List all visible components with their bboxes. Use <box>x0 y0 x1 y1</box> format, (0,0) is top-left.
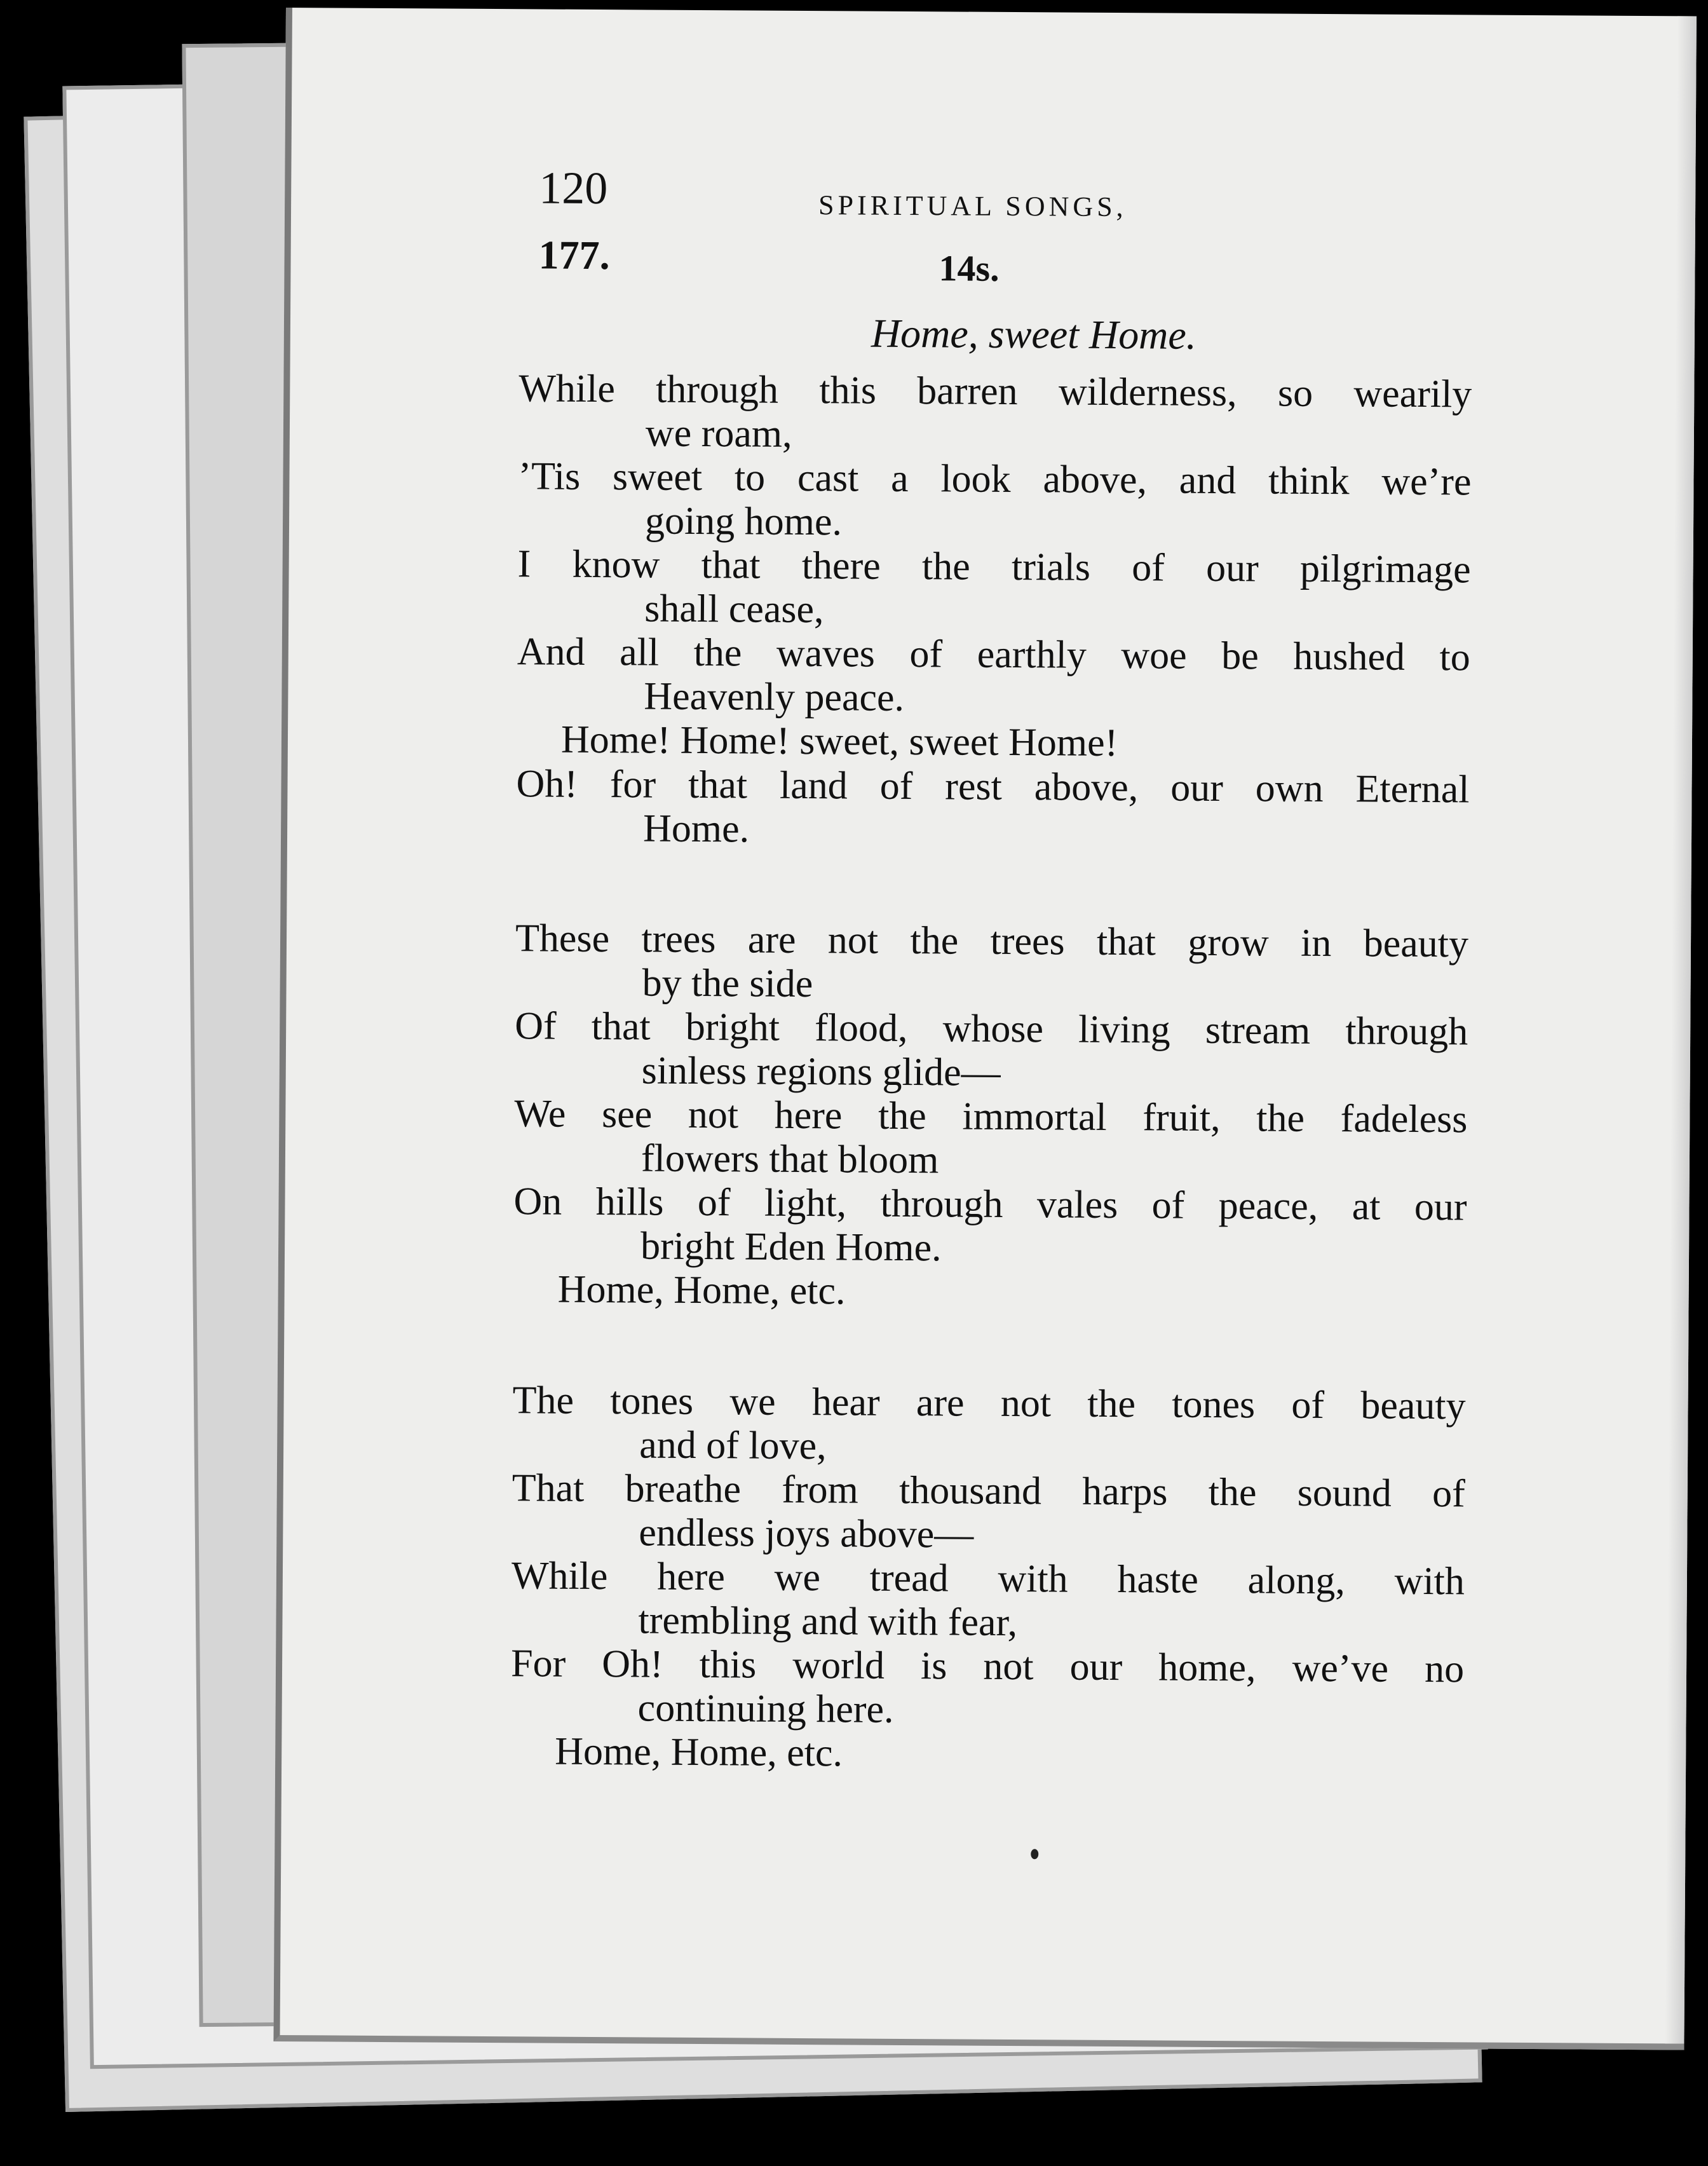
verse-line: We see not here the immortal fruit, the fadeless <box>514 1092 1468 1141</box>
hymn-number: 177. <box>538 232 610 278</box>
verse-line: The tones we hear are not the tones of beauty <box>512 1379 1466 1428</box>
verse-turnover: and of love, <box>639 1423 827 1468</box>
verse-line: For Oh! this world is not our home, we’ve no <box>510 1642 1465 1691</box>
verse-turnover: flowers that bloom <box>640 1136 939 1182</box>
page-edge <box>1665 16 1696 2043</box>
verse-line: That breathe from thousand harps the sound of <box>512 1466 1465 1516</box>
hymn-meter: 14s. <box>939 247 1000 289</box>
verse-turnover: going home. <box>644 499 843 544</box>
verse-turnover: sinless regions glide— <box>641 1049 1001 1094</box>
refrain-closing-line: Oh! for that land of rest above, our own Eternal <box>516 762 1470 812</box>
verse-line: While here we tread with haste along, with <box>511 1554 1465 1604</box>
verse-line: On hills of light, through vales of peace, at our <box>513 1180 1467 1229</box>
ink-speck <box>1031 1849 1038 1859</box>
verse-line: I know that there the trials of our pilgrimage <box>517 542 1471 592</box>
page-number: 120 <box>539 162 608 214</box>
stanza-3 <box>510 1378 1466 1779</box>
verse-line: And all the waves of earthly woe be hushed to <box>517 630 1470 679</box>
verse-line: ’Tis sweet to cast a look above, and think we’re <box>518 454 1472 504</box>
verse-line: While through this barren wilderness, so wearily <box>518 367 1472 416</box>
tune-title: Home, sweet Home. <box>871 310 1197 358</box>
page-content <box>510 161 1473 1846</box>
verse-turnover: by the side <box>642 961 813 1006</box>
verse-turnover: endless joys above— <box>639 1511 974 1556</box>
running-head: SPIRITUAL SONGS, <box>818 189 1127 223</box>
stanza-2 <box>513 916 1468 1317</box>
verse-turnover: trembling and with fear, <box>638 1598 1018 1645</box>
verse-turnover: continuing here. <box>637 1686 894 1731</box>
verse-line: Of that bright flood, whose living stream through <box>515 1004 1468 1054</box>
refrain-closing-turnover: Home. <box>642 807 750 851</box>
refrain-line: Home, Home, etc. <box>555 1729 843 1775</box>
book-page <box>273 8 1697 2050</box>
verse-line: These trees are not the trees that grow in beauty <box>515 916 1469 966</box>
stanza-1 <box>516 366 1472 855</box>
verse-turnover: shall cease, <box>644 587 824 632</box>
page-header <box>520 161 1474 237</box>
verse-turnover: Heavenly peace. <box>644 674 905 719</box>
verse-turnover: bright Eden Home. <box>640 1224 942 1270</box>
hymn-meta <box>519 231 1473 307</box>
refrain-line: Home! Home! sweet, sweet Home! <box>560 718 1118 765</box>
refrain-line: Home, Home, etc. <box>557 1267 846 1313</box>
verse-turnover: we roam, <box>645 411 792 456</box>
